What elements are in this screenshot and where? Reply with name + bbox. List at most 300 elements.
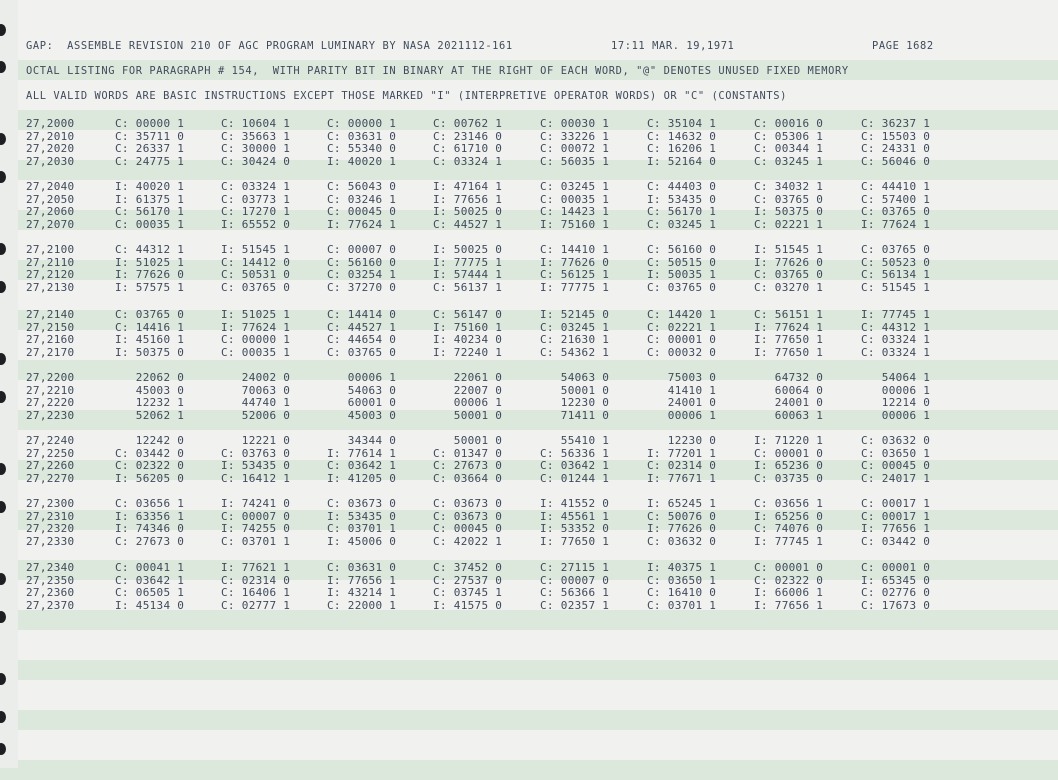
octal-word: I: 41575 0 bbox=[433, 598, 503, 612]
listing-row bbox=[0, 447, 1058, 460]
octal-word: C: 02221 1 bbox=[754, 217, 824, 231]
octal-word: 34344 0 bbox=[327, 434, 397, 447]
listing-row bbox=[0, 472, 1058, 485]
row-address: 27,2150 bbox=[26, 320, 75, 334]
row-address: 27,2330 bbox=[26, 534, 75, 548]
octal-word: C: 56170 1 bbox=[115, 205, 185, 219]
octal-word: 12230 0 bbox=[540, 396, 610, 410]
octal-word: I: 57444 1 bbox=[433, 268, 503, 282]
octal-word: C: 27115 1 bbox=[540, 561, 610, 574]
octal-word: C: 02357 1 bbox=[540, 598, 610, 612]
octal-word: C: 00017 1 bbox=[861, 497, 931, 510]
octal-word: I: 45134 0 bbox=[115, 598, 185, 612]
octal-word: C: 56151 1 bbox=[754, 308, 824, 321]
octal-word: C: 33226 1 bbox=[540, 129, 610, 143]
octal-word: I: 65236 0 bbox=[754, 459, 824, 473]
octal-word: C: 35104 1 bbox=[647, 117, 717, 130]
octal-word: 45003 0 bbox=[327, 408, 397, 422]
octal-word: 12221 0 bbox=[221, 434, 291, 447]
octal-word: I: 77671 1 bbox=[647, 471, 717, 485]
octal-word: C: 00007 0 bbox=[327, 243, 397, 256]
listing-row bbox=[0, 497, 1058, 510]
octal-word: C: 03673 0 bbox=[327, 497, 397, 510]
octal-word: C: 03246 1 bbox=[327, 192, 397, 206]
octal-word: I: 77624 1 bbox=[327, 217, 397, 231]
row-address: 27,2300 bbox=[26, 497, 75, 510]
row-address: 27,2360 bbox=[26, 586, 75, 600]
octal-word: C: 56046 0 bbox=[861, 154, 931, 168]
octal-word: I: 43214 1 bbox=[327, 586, 397, 600]
octal-word: C: 14410 1 bbox=[540, 243, 610, 256]
octal-word: 12230 0 bbox=[647, 434, 717, 447]
octal-word: C: 56134 1 bbox=[861, 268, 931, 282]
octal-word: I: 77626 0 bbox=[754, 255, 824, 269]
octal-word: I: 40020 1 bbox=[327, 154, 397, 168]
octal-word: C: 50076 0 bbox=[647, 509, 717, 523]
octal-word: C: 22000 1 bbox=[327, 598, 397, 612]
listing-row bbox=[0, 256, 1058, 269]
octal-word: C: 51545 1 bbox=[861, 280, 931, 294]
listing-row bbox=[0, 193, 1058, 206]
octal-word: 22062 0 bbox=[115, 371, 185, 384]
octal-word: C: 56137 1 bbox=[433, 280, 503, 294]
octal-word: I: 77650 1 bbox=[540, 534, 610, 548]
octal-word: C: 03735 0 bbox=[754, 471, 824, 485]
octal-word: C: 02776 0 bbox=[861, 586, 931, 600]
octal-word: I: 77624 1 bbox=[861, 217, 931, 231]
octal-word: C: 00035 1 bbox=[540, 192, 610, 206]
octal-word: C: 03745 1 bbox=[433, 586, 503, 600]
row-address: 27,2270 bbox=[26, 471, 75, 485]
octal-word: 24001 0 bbox=[754, 396, 824, 410]
octal-word: C: 03673 0 bbox=[433, 509, 503, 523]
octal-word: I: 51025 1 bbox=[115, 255, 185, 269]
octal-word: C: 00762 1 bbox=[433, 117, 503, 130]
octal-word: C: 00007 0 bbox=[540, 573, 610, 587]
octal-word: I: 56205 0 bbox=[115, 471, 185, 485]
octal-word: 52006 0 bbox=[221, 408, 291, 422]
listing-row bbox=[0, 205, 1058, 218]
octal-word: C: 27673 0 bbox=[115, 534, 185, 548]
octal-word: C: 14420 1 bbox=[647, 308, 717, 321]
octal-word: I: 65345 0 bbox=[861, 573, 931, 587]
octal-word: C: 54362 1 bbox=[540, 345, 610, 359]
octal-word: C: 03642 1 bbox=[540, 459, 610, 473]
octal-word: C: 14412 0 bbox=[221, 255, 291, 269]
octal-word: I: 77656 1 bbox=[754, 598, 824, 612]
octal-word: C: 35711 0 bbox=[115, 129, 185, 143]
octal-word: C: 14416 1 bbox=[115, 320, 185, 334]
octal-word: I: 50375 0 bbox=[115, 345, 185, 359]
listing-group bbox=[0, 434, 1058, 484]
octal-word: I: 77656 1 bbox=[327, 573, 397, 587]
octal-word: I: 77656 1 bbox=[861, 522, 931, 536]
octal-word: C: 03673 0 bbox=[433, 497, 503, 510]
octal-word: C: 03763 0 bbox=[221, 446, 291, 460]
octal-word: I: 53435 0 bbox=[647, 192, 717, 206]
octal-word: C: 56170 1 bbox=[647, 205, 717, 219]
octal-word: C: 00016 0 bbox=[754, 117, 824, 130]
octal-word: C: 03701 1 bbox=[327, 522, 397, 536]
listing-row bbox=[0, 281, 1058, 294]
octal-word: I: 77624 1 bbox=[221, 320, 291, 334]
octal-word: C: 00072 1 bbox=[540, 142, 610, 156]
octal-word: I: 51545 1 bbox=[221, 243, 291, 256]
listing-row bbox=[0, 459, 1058, 472]
octal-word: I: 45160 1 bbox=[115, 333, 185, 347]
listing-group bbox=[0, 243, 1058, 293]
octal-word: C: 16206 1 bbox=[647, 142, 717, 156]
octal-word: C: 03245 1 bbox=[540, 180, 610, 193]
listing-row bbox=[0, 371, 1058, 384]
octal-word: I: 65256 0 bbox=[754, 509, 824, 523]
octal-word: C: 03773 1 bbox=[221, 192, 291, 206]
listing-row bbox=[0, 268, 1058, 281]
octal-word: C: 03254 1 bbox=[327, 268, 397, 282]
listing-group bbox=[0, 371, 1058, 421]
octal-word: I: 77626 0 bbox=[647, 522, 717, 536]
row-address: 27,2260 bbox=[26, 459, 75, 473]
listing-row bbox=[0, 535, 1058, 548]
octal-word: 24001 0 bbox=[647, 396, 717, 410]
octal-word: C: 00344 1 bbox=[754, 142, 824, 156]
octal-word: I: 77775 1 bbox=[433, 255, 503, 269]
row-address: 27,2160 bbox=[26, 333, 75, 347]
octal-word: C: 56035 1 bbox=[540, 154, 610, 168]
octal-word: C: 44654 0 bbox=[327, 333, 397, 347]
octal-word: 54063 0 bbox=[327, 383, 397, 397]
octal-word: I: 50025 0 bbox=[433, 243, 503, 256]
row-address: 27,2000 bbox=[26, 117, 75, 130]
octal-word: I: 53435 0 bbox=[327, 509, 397, 523]
octal-word: 00006 1 bbox=[433, 396, 503, 410]
listing-row bbox=[0, 434, 1058, 447]
octal-word: C: 17270 1 bbox=[221, 205, 291, 219]
octal-word: I: 40375 1 bbox=[647, 561, 717, 574]
listing-row bbox=[0, 333, 1058, 346]
octal-word: C: 74076 0 bbox=[754, 522, 824, 536]
octal-word: C: 26337 1 bbox=[115, 142, 185, 156]
header-timestamp: 17:11 MAR. 19,1971 bbox=[611, 40, 735, 52]
octal-word: C: 34032 1 bbox=[754, 180, 824, 193]
octal-word: C: 03765 0 bbox=[221, 280, 291, 294]
octal-word: I: 51025 1 bbox=[221, 308, 291, 321]
octal-word: I: 77624 1 bbox=[754, 320, 824, 334]
row-address: 27,2240 bbox=[26, 434, 75, 447]
listing-group bbox=[0, 308, 1058, 358]
octal-word: I: 40234 0 bbox=[433, 333, 503, 347]
octal-word: C: 56160 0 bbox=[647, 243, 717, 256]
octal-word: C: 00045 0 bbox=[861, 459, 931, 473]
octal-word: C: 56366 1 bbox=[540, 586, 610, 600]
octal-word: C: 03324 1 bbox=[861, 345, 931, 359]
octal-word: C: 57400 1 bbox=[861, 192, 931, 206]
octal-word: C: 00035 1 bbox=[221, 345, 291, 359]
octal-word: C: 14414 0 bbox=[327, 308, 397, 321]
octal-word: I: 66006 1 bbox=[754, 586, 824, 600]
octal-word: C: 42022 1 bbox=[433, 534, 503, 548]
octal-word: I: 45006 0 bbox=[327, 534, 397, 548]
octal-word: C: 02314 0 bbox=[221, 573, 291, 587]
octal-word: C: 03324 1 bbox=[433, 154, 503, 168]
octal-word: I: 72240 1 bbox=[433, 345, 503, 359]
octal-word: C: 44410 1 bbox=[861, 180, 931, 193]
row-address: 27,2230 bbox=[26, 408, 75, 422]
octal-word: C: 03631 0 bbox=[327, 129, 397, 143]
octal-word: 52062 1 bbox=[115, 408, 185, 422]
octal-word: C: 03765 0 bbox=[861, 205, 931, 219]
listing-row bbox=[0, 142, 1058, 155]
listing-group bbox=[0, 497, 1058, 547]
header-assembly-title: GAP: ASSEMBLE REVISION 210 OF AGC PROGRAM LUMINARY BY NASA 2021112-161 bbox=[26, 40, 513, 52]
octal-word: C: 05306 1 bbox=[754, 129, 824, 143]
octal-word: I: 77775 1 bbox=[540, 280, 610, 294]
octal-word: C: 01244 1 bbox=[540, 471, 610, 485]
octal-word: I: 52145 0 bbox=[540, 308, 610, 321]
octal-word: I: 75160 1 bbox=[540, 217, 610, 231]
octal-word: C: 03442 0 bbox=[115, 446, 185, 460]
octal-word: I: 65245 1 bbox=[647, 497, 717, 510]
octal-word: C: 00001 0 bbox=[754, 446, 824, 460]
octal-word: C: 00001 0 bbox=[647, 333, 717, 347]
octal-word: C: 21630 1 bbox=[540, 333, 610, 347]
listing-row bbox=[0, 155, 1058, 168]
octal-word: C: 03245 1 bbox=[647, 217, 717, 231]
header-word-legend: ALL VALID WORDS ARE BASIC INSTRUCTIONS EXCEPT THOSE MARKED "I" (INTERPRETIVE OPERATOR WORDS) OR "C" (CONSTANTS) bbox=[26, 90, 787, 102]
octal-word: C: 02314 0 bbox=[647, 459, 717, 473]
octal-word: I: 77626 0 bbox=[540, 255, 610, 269]
octal-word: C: 00045 0 bbox=[433, 522, 503, 536]
octal-word: C: 00001 0 bbox=[754, 561, 824, 574]
octal-word: I: 47164 1 bbox=[433, 180, 503, 193]
octal-word: I: 77621 1 bbox=[221, 561, 291, 574]
octal-word: C: 03642 1 bbox=[115, 573, 185, 587]
octal-word: I: 77650 1 bbox=[754, 333, 824, 347]
octal-word: I: 77745 1 bbox=[861, 308, 931, 321]
octal-word: 64732 0 bbox=[754, 371, 824, 384]
octal-word: C: 00000 1 bbox=[115, 117, 185, 130]
octal-word: 55410 1 bbox=[540, 434, 610, 447]
octal-word: 50001 0 bbox=[433, 434, 503, 447]
octal-word: I: 71220 1 bbox=[754, 434, 824, 447]
octal-word: C: 24775 1 bbox=[115, 154, 185, 168]
listing-row bbox=[0, 409, 1058, 422]
octal-word: 54064 1 bbox=[861, 371, 931, 384]
octal-word: C: 03656 1 bbox=[115, 497, 185, 510]
octal-word: I: 40020 1 bbox=[115, 180, 185, 193]
listing-row bbox=[0, 599, 1058, 612]
octal-word: C: 50515 0 bbox=[647, 255, 717, 269]
octal-word: 00006 1 bbox=[647, 408, 717, 422]
listing-group bbox=[0, 180, 1058, 230]
octal-word: I: 77650 1 bbox=[754, 345, 824, 359]
octal-word: I: 45561 1 bbox=[540, 509, 610, 523]
octal-word: C: 00001 0 bbox=[861, 561, 931, 574]
listing-row bbox=[0, 522, 1058, 535]
octal-word: C: 56336 1 bbox=[540, 446, 610, 460]
octal-word: C: 00017 1 bbox=[861, 509, 931, 523]
octal-word: 00006 1 bbox=[327, 371, 397, 384]
octal-word: I: 50025 0 bbox=[433, 205, 503, 219]
row-address: 27,2350 bbox=[26, 573, 75, 587]
listing-group bbox=[0, 561, 1058, 611]
octal-word: C: 44312 1 bbox=[115, 243, 185, 256]
octal-word: C: 44527 1 bbox=[433, 217, 503, 231]
octal-word: C: 56125 1 bbox=[540, 268, 610, 282]
octal-word: 70063 0 bbox=[221, 383, 291, 397]
octal-word: 75003 0 bbox=[647, 371, 717, 384]
octal-word: C: 44527 1 bbox=[327, 320, 397, 334]
octal-word: I: 75160 1 bbox=[433, 320, 503, 334]
octal-word: C: 00030 1 bbox=[540, 117, 610, 130]
octal-word: C: 03664 0 bbox=[433, 471, 503, 485]
octal-word: C: 44403 0 bbox=[647, 180, 717, 193]
octal-word: C: 03631 0 bbox=[327, 561, 397, 574]
octal-word: I: 61375 1 bbox=[115, 192, 185, 206]
octal-word: C: 03245 1 bbox=[540, 320, 610, 334]
octal-word: C: 16406 1 bbox=[221, 586, 291, 600]
listing-row bbox=[0, 308, 1058, 321]
octal-word: 71411 0 bbox=[540, 408, 610, 422]
octal-word: I: 50375 0 bbox=[754, 205, 824, 219]
row-address: 27,2070 bbox=[26, 217, 75, 231]
octal-word: I: 41205 0 bbox=[327, 471, 397, 485]
octal-word: C: 03765 0 bbox=[754, 192, 824, 206]
row-address: 27,2010 bbox=[26, 129, 75, 143]
octal-word: I: 77614 1 bbox=[327, 446, 397, 460]
octal-word: 12214 0 bbox=[861, 396, 931, 410]
octal-word: I: 57575 1 bbox=[115, 280, 185, 294]
row-address: 27,2120 bbox=[26, 268, 75, 282]
octal-word: C: 03765 0 bbox=[861, 243, 931, 256]
octal-word: C: 03442 0 bbox=[861, 534, 931, 548]
octal-word: C: 35663 1 bbox=[221, 129, 291, 143]
octal-word: C: 02221 1 bbox=[647, 320, 717, 334]
octal-word: 00006 1 bbox=[861, 383, 931, 397]
listing-row bbox=[0, 561, 1058, 574]
octal-word: 60001 0 bbox=[327, 396, 397, 410]
octal-word: C: 17673 0 bbox=[861, 598, 931, 612]
octal-word: C: 10604 1 bbox=[221, 117, 291, 130]
row-address: 27,2170 bbox=[26, 345, 75, 359]
octal-word: C: 56160 0 bbox=[327, 255, 397, 269]
row-address: 27,2030 bbox=[26, 154, 75, 168]
octal-word: 24002 0 bbox=[221, 371, 291, 384]
octal-word: C: 03701 1 bbox=[221, 534, 291, 548]
octal-word: C: 02777 1 bbox=[221, 598, 291, 612]
octal-word: C: 03650 1 bbox=[647, 573, 717, 587]
octal-word: C: 16412 1 bbox=[221, 471, 291, 485]
octal-word: I: 77201 1 bbox=[647, 446, 717, 460]
octal-word: I: 74241 0 bbox=[221, 497, 291, 510]
octal-word: 60063 1 bbox=[754, 408, 824, 422]
octal-word: C: 03765 0 bbox=[754, 268, 824, 282]
octal-word: C: 03656 1 bbox=[754, 497, 824, 510]
row-address: 27,2020 bbox=[26, 142, 75, 156]
octal-word: C: 24331 0 bbox=[861, 142, 931, 156]
octal-word: C: 03642 1 bbox=[327, 459, 397, 473]
octal-word: C: 03765 0 bbox=[327, 345, 397, 359]
row-address: 27,2210 bbox=[26, 383, 75, 397]
octal-word: C: 00000 1 bbox=[327, 117, 397, 130]
octal-word: C: 03650 1 bbox=[861, 446, 931, 460]
listing-row bbox=[0, 321, 1058, 334]
octal-word: 22061 0 bbox=[433, 371, 503, 384]
octal-word: C: 23146 0 bbox=[433, 129, 503, 143]
octal-word: C: 36237 1 bbox=[861, 117, 931, 130]
octal-word: 22007 0 bbox=[433, 383, 503, 397]
octal-word: 60064 0 bbox=[754, 383, 824, 397]
octal-word: C: 03270 1 bbox=[754, 280, 824, 294]
octal-word: C: 50531 0 bbox=[221, 268, 291, 282]
listing-row bbox=[0, 586, 1058, 599]
octal-word: C: 00032 0 bbox=[647, 345, 717, 359]
octal-word: I: 52164 0 bbox=[647, 154, 717, 168]
octal-word: C: 00041 1 bbox=[115, 561, 185, 574]
octal-word: 12242 0 bbox=[115, 434, 185, 447]
octal-word: C: 55340 0 bbox=[327, 142, 397, 156]
row-address: 27,2130 bbox=[26, 280, 75, 294]
octal-word: C: 03324 1 bbox=[221, 180, 291, 193]
octal-word: I: 51545 1 bbox=[754, 243, 824, 256]
row-address: 27,2110 bbox=[26, 255, 75, 269]
octal-word: C: 00007 0 bbox=[221, 509, 291, 523]
octal-word: C: 03324 1 bbox=[861, 333, 931, 347]
octal-word: C: 16410 0 bbox=[647, 586, 717, 600]
listing-row bbox=[0, 574, 1058, 587]
octal-word: C: 27537 0 bbox=[433, 573, 503, 587]
octal-word: 50001 0 bbox=[433, 408, 503, 422]
octal-word: I: 53352 0 bbox=[540, 522, 610, 536]
octal-word: 12232 1 bbox=[115, 396, 185, 410]
row-address: 27,2310 bbox=[26, 509, 75, 523]
row-address: 27,2100 bbox=[26, 243, 75, 256]
octal-word: C: 03632 0 bbox=[861, 434, 931, 447]
octal-word: C: 56147 0 bbox=[433, 308, 503, 321]
listing-row bbox=[0, 243, 1058, 256]
octal-word: I: 77656 1 bbox=[433, 192, 503, 206]
octal-word: C: 37452 0 bbox=[433, 561, 503, 574]
octal-word: I: 63356 1 bbox=[115, 509, 185, 523]
listing-row bbox=[0, 218, 1058, 231]
octal-word: C: 03701 1 bbox=[647, 598, 717, 612]
row-address: 27,2220 bbox=[26, 396, 75, 410]
header-page-number: PAGE 1682 bbox=[872, 40, 934, 52]
octal-word: I: 74255 0 bbox=[221, 522, 291, 536]
octal-word: I: 53435 0 bbox=[221, 459, 291, 473]
octal-word: C: 02322 0 bbox=[115, 459, 185, 473]
octal-word: C: 30000 1 bbox=[221, 142, 291, 156]
row-address: 27,2370 bbox=[26, 598, 75, 612]
octal-word: C: 50523 0 bbox=[861, 255, 931, 269]
octal-word: C: 61710 0 bbox=[433, 142, 503, 156]
row-address: 27,2340 bbox=[26, 561, 75, 574]
header-listing-description: OCTAL LISTING FOR PARAGRAPH # 154, WITH PARITY BIT IN BINARY AT THE RIGHT OF EACH WORD, "@" DENOTES UNUSED FIXED MEMORY bbox=[26, 65, 849, 77]
octal-word: C: 56043 0 bbox=[327, 180, 397, 193]
octal-word: C: 00035 1 bbox=[115, 217, 185, 231]
listing-row bbox=[0, 180, 1058, 193]
octal-word: I: 50035 1 bbox=[647, 268, 717, 282]
octal-word: C: 30424 0 bbox=[221, 154, 291, 168]
octal-word: I: 77745 1 bbox=[754, 534, 824, 548]
octal-word: I: 41552 0 bbox=[540, 497, 610, 510]
octal-word: C: 01347 0 bbox=[433, 446, 503, 460]
octal-word: C: 00000 1 bbox=[221, 333, 291, 347]
octal-word: C: 37270 0 bbox=[327, 280, 397, 294]
octal-word: I: 65552 0 bbox=[221, 217, 291, 231]
octal-word: C: 06505 1 bbox=[115, 586, 185, 600]
octal-word: C: 14632 0 bbox=[647, 129, 717, 143]
